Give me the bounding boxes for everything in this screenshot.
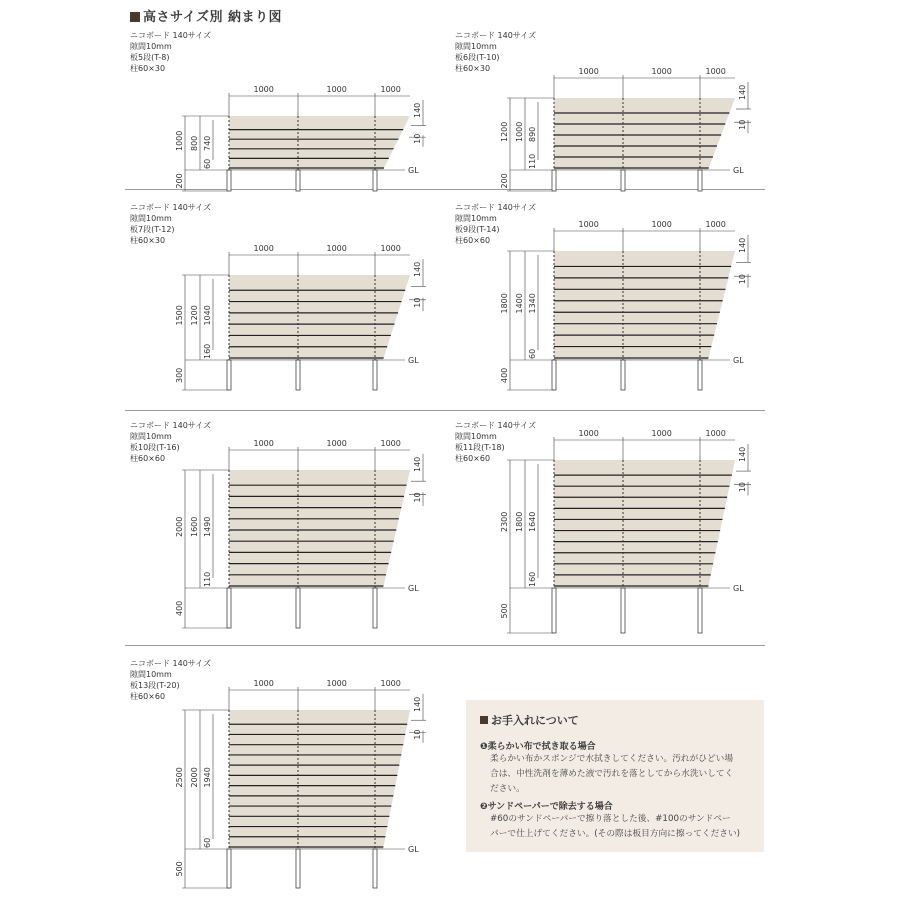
spec-line-3: 柱60×60	[455, 454, 491, 463]
post-foundation	[621, 360, 625, 390]
spec-line-2: 板13段(T-20)	[130, 681, 180, 690]
height-total-label: 1500	[175, 305, 184, 326]
post-foundation	[621, 170, 625, 191]
spec-line-3: 柱60×60	[130, 454, 166, 463]
care-text-1	[490, 752, 758, 797]
board-width-label: 140	[413, 696, 422, 712]
height-total-label: 2000	[175, 516, 184, 537]
spec-line-0: ニコボード 140サイズ	[130, 659, 212, 668]
board-width-label: 140	[738, 446, 747, 462]
gap-width-label: 10	[413, 133, 422, 144]
board-width-label: 140	[413, 456, 422, 472]
care-instructions-panel	[466, 700, 764, 852]
span-label: 1000	[253, 85, 274, 94]
spec-line-0: ニコボード 140サイズ	[130, 31, 212, 40]
post-foundation	[373, 588, 377, 628]
fence-diagram-t12	[125, 200, 435, 400]
height-face-label: 2000	[190, 767, 199, 788]
care-text-2-line: パーで仕上げてください。(その際は板目方向に擦ってください)	[490, 829, 741, 839]
spec-line-2: 板10段(T-16)	[130, 443, 180, 452]
spec-line-1: 隙間10mm	[455, 432, 497, 441]
fence-diagram-t16	[125, 418, 435, 638]
spec-line-2: 板6段(T-10)	[455, 53, 500, 62]
height-bottom-label: 60	[203, 158, 212, 169]
care-text-2	[490, 812, 758, 842]
height-face-label: 1400	[515, 293, 524, 314]
spec-line-1: 隙間10mm	[455, 214, 497, 223]
care-text-2-line: #60のサンドペーパーで擦り落とした後、#100のサンドペー	[490, 814, 731, 824]
height-total-label: 1800	[500, 293, 509, 314]
fence-diagram-t20	[125, 656, 435, 892]
span-label: 1000	[578, 429, 599, 438]
post-foundation	[373, 170, 377, 191]
height-inner-label: 1940	[203, 767, 212, 788]
height-face-label: 1600	[190, 516, 199, 537]
height-bottom-label: 160	[203, 343, 212, 359]
height-face-label: 1200	[190, 305, 199, 326]
gap-width-label: 10	[738, 119, 747, 130]
height-bottom-label: 110	[528, 153, 537, 169]
span-label: 1000	[326, 439, 347, 448]
height-below-label: 200	[500, 173, 509, 189]
fence-diagram-t18	[450, 418, 760, 638]
span-label: 1000	[705, 220, 726, 229]
span-label: 1000	[651, 67, 672, 76]
height-total-label: 2500	[175, 767, 184, 788]
spec-line-1: 隙間10mm	[130, 432, 172, 441]
care-title-marker	[480, 716, 488, 724]
post-foundation	[227, 170, 231, 191]
height-inner-label: 740	[203, 135, 212, 151]
height-below-label: 300	[175, 367, 184, 383]
care-text-1-line: 柔らかい布かスポンジで水拭きしてください。汚れがひどい場	[490, 754, 734, 764]
post-foundation	[698, 170, 702, 191]
spec-line-0: ニコボード 140サイズ	[130, 421, 212, 430]
height-below-label: 200	[175, 173, 184, 189]
fence-diagram-t8	[125, 28, 435, 193]
height-total-label: 2300	[500, 511, 509, 532]
spec-line-2: 板5段(T-8)	[130, 53, 170, 62]
spec-line-1: 隙間10mm	[130, 214, 172, 223]
post-foundation	[227, 360, 231, 390]
gap-width-label: 10	[738, 274, 747, 285]
height-bottom-label: 60	[203, 837, 212, 848]
spec-line-1: 隙間10mm	[455, 42, 497, 51]
gl-label: GL	[408, 584, 419, 593]
post-foundation	[296, 360, 300, 390]
post-foundation	[621, 588, 625, 633]
height-inner-label: 1340	[528, 293, 537, 314]
height-face-label: 1000	[515, 121, 524, 142]
span-label: 1000	[326, 679, 347, 688]
gl-label: GL	[408, 845, 419, 854]
spec-line-3: 柱60×30	[130, 64, 166, 73]
span-label: 1000	[380, 439, 401, 448]
spec-line-0: ニコボード 140サイズ	[455, 203, 537, 212]
span-label: 1000	[326, 244, 347, 253]
height-bottom-label: 160	[528, 571, 537, 587]
spec-line-3: 柱60×60	[455, 236, 491, 245]
fence-diagram-t14	[450, 200, 760, 400]
post-foundation	[227, 849, 231, 888]
spec-line-2: 板9段(T-14)	[455, 225, 500, 234]
height-inner-label: 1490	[203, 516, 212, 537]
gl-label: GL	[733, 584, 744, 593]
post-foundation	[552, 360, 556, 390]
height-below-label: 500	[175, 861, 184, 877]
spec-line-0: ニコボード 140サイズ	[455, 421, 537, 430]
height-inner-label: 890	[528, 126, 537, 142]
spec-line-0: ニコボード 140サイズ	[130, 203, 212, 212]
span-label: 1000	[326, 85, 347, 94]
post-foundation	[227, 588, 231, 628]
post-foundation	[296, 170, 300, 191]
board-width-label: 140	[738, 237, 747, 253]
board-width-label: 140	[738, 84, 747, 100]
span-label: 1000	[705, 67, 726, 76]
gl-label: GL	[733, 166, 744, 175]
section-divider	[125, 410, 765, 411]
height-inner-label: 1640	[528, 511, 537, 532]
fence-panel	[229, 710, 410, 849]
span-label: 1000	[380, 679, 401, 688]
gap-width-label: 10	[738, 481, 747, 493]
post-foundation	[296, 588, 300, 628]
spec-line-1: 隙間10mm	[130, 42, 172, 51]
height-face-label: 1800	[515, 511, 524, 532]
spec-line-3: 柱60×30	[455, 64, 491, 73]
span-label: 1000	[705, 429, 726, 438]
span-label: 1000	[253, 439, 274, 448]
spec-line-2: 板7段(T-12)	[130, 225, 175, 234]
page-title-text: 高さサイズ別 納まり図	[143, 10, 282, 25]
spec-line-3: 柱60×30	[130, 236, 166, 245]
gap-width-label: 10	[413, 492, 422, 503]
care-heading-2: ❷サンドペーパーで除去する場合	[480, 802, 613, 812]
span-label: 1000	[578, 67, 599, 76]
fence-panel	[229, 116, 410, 170]
care-heading-1: ❶柔らかい布で拭き取る場合	[480, 742, 596, 752]
height-below-label: 500	[500, 603, 509, 619]
fence-panel	[554, 251, 735, 360]
span-label: 1000	[380, 244, 401, 253]
spec-line-2: 板11段(T-18)	[455, 443, 505, 452]
fence-panel	[229, 470, 410, 588]
page-title	[130, 6, 282, 25]
post-foundation	[373, 360, 377, 390]
height-bottom-label: 60	[528, 348, 537, 359]
gl-label: GL	[408, 166, 419, 175]
spec-line-0: ニコボード 140サイズ	[455, 31, 537, 40]
title-marker	[130, 12, 140, 22]
care-title-text: お手入れについて	[491, 714, 579, 727]
board-width-label: 140	[413, 261, 422, 277]
post-foundation	[698, 588, 702, 633]
post-foundation	[552, 588, 556, 633]
span-label: 1000	[651, 220, 672, 229]
post-foundation	[552, 170, 556, 191]
care-text-1-line: 合は、中性洗剤を薄めた液で汚れを落としてから水洗いしてく	[490, 769, 734, 779]
gl-label: GL	[733, 356, 744, 365]
fence-panel	[554, 460, 735, 588]
post-foundation	[698, 360, 702, 390]
care-text-1-line: ださい。	[490, 784, 525, 794]
gap-width-label: 10	[413, 729, 422, 740]
span-label: 1000	[253, 679, 274, 688]
board-width-label: 140	[413, 102, 422, 118]
fence-diagram-t10	[450, 28, 760, 193]
section-divider	[125, 645, 765, 646]
height-below-label: 400	[175, 600, 184, 616]
post-foundation	[296, 849, 300, 888]
height-total-label: 1200	[500, 121, 509, 142]
fence-panel	[554, 98, 735, 170]
span-label: 1000	[253, 244, 274, 253]
gl-label: GL	[408, 356, 419, 365]
span-label: 1000	[651, 429, 672, 438]
gap-width-label: 10	[413, 297, 422, 308]
height-inner-label: 1040	[203, 305, 212, 326]
span-label: 1000	[578, 220, 599, 229]
span-label: 1000	[380, 85, 401, 94]
height-below-label: 400	[500, 367, 509, 383]
spec-line-1: 隙間10mm	[130, 670, 172, 679]
height-total-label: 1000	[175, 130, 184, 151]
height-face-label: 800	[190, 135, 199, 151]
care-title	[480, 712, 579, 728]
spec-line-3: 柱60×60	[130, 692, 166, 701]
post-foundation	[373, 849, 377, 888]
height-bottom-label: 110	[203, 571, 212, 587]
